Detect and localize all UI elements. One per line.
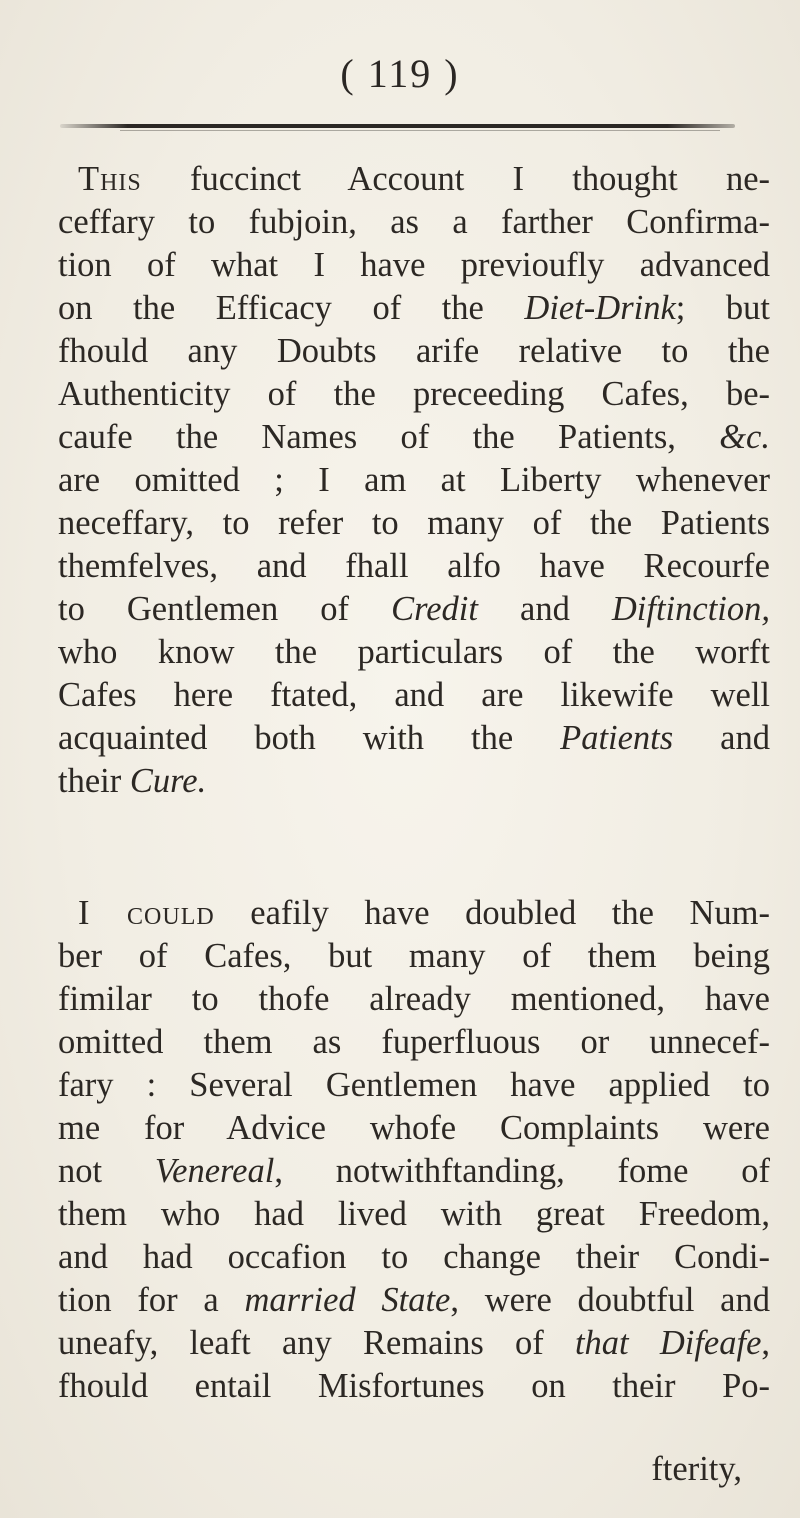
- text-run: on the Efficacy of the: [58, 289, 525, 327]
- text-run: not: [58, 1152, 155, 1190]
- text-run: , notwithftanding, fome of: [274, 1152, 770, 1190]
- text-run: to Gentlemen of: [58, 590, 392, 628]
- text-line: [58, 158, 770, 201]
- text-run: , were doubtful and: [450, 1281, 770, 1319]
- text-run: and: [477, 590, 612, 628]
- text-line: [58, 588, 770, 631]
- italic-text: Cure.: [129, 762, 207, 800]
- text-run: I could: [78, 894, 215, 932]
- page-number: ( 119 ): [340, 51, 460, 96]
- text-line: [58, 717, 770, 760]
- text-run: them who had lived with great Freedom,: [58, 1195, 770, 1233]
- paragraph-2: [58, 892, 770, 1408]
- text-line: [58, 373, 770, 416]
- italic-text: Diet-Drink: [524, 289, 676, 327]
- text-line: [58, 244, 770, 287]
- text-line: [58, 1322, 770, 1365]
- text-run: ber of Cafes, but many of them being: [58, 937, 770, 975]
- text-line: [58, 760, 770, 803]
- text-line: [58, 935, 770, 978]
- text-run: are omitted ; I am at Liberty whenever: [58, 461, 770, 499]
- italic-text: &c.: [719, 418, 770, 456]
- text-run: tion for a: [58, 1281, 245, 1319]
- text-line: [58, 201, 770, 244]
- text-run: and had occafion to change their Condi-: [58, 1238, 770, 1276]
- text-run: themfelves, and fhall alfo have Recourfe: [58, 547, 770, 585]
- text-line: [58, 459, 770, 502]
- text-line: [58, 502, 770, 545]
- text-run: omitted them as fuperfluous or unnecef-: [58, 1023, 770, 1061]
- text-run: and: [673, 719, 770, 757]
- text-run: uneafy, leaft any Remains of: [58, 1324, 575, 1362]
- text-run: This: [78, 160, 142, 198]
- text-run: Cafes here ftated, and are likewife well: [58, 676, 770, 714]
- text-run: acquainted both with the: [58, 719, 561, 757]
- text-line: [58, 978, 770, 1021]
- text-line: [58, 631, 770, 674]
- text-line: [58, 1021, 770, 1064]
- text-run: fary : Several Gentlemen have applied to: [58, 1066, 770, 1104]
- text-line: [58, 1365, 770, 1408]
- text-run: Authenticity of the preceeding Cafes, be-: [58, 375, 770, 413]
- text-run: ,: [761, 1324, 771, 1362]
- italic-text: married State: [244, 1281, 451, 1319]
- text-line: [58, 545, 770, 588]
- text-line: [58, 287, 770, 330]
- text-run: caufe the Names of the Patients,: [58, 418, 720, 456]
- text-run: ; but: [675, 289, 770, 327]
- text-run: [629, 1324, 660, 1362]
- italic-text: Credit: [391, 590, 478, 628]
- text-line: [58, 892, 770, 935]
- paragraph-1: [58, 158, 770, 803]
- text-line: [58, 1279, 770, 1322]
- catchword: fterity,: [651, 1450, 742, 1488]
- text-run: ceffary to fubjoin, as a farther Confirma-: [58, 203, 770, 241]
- text-line: [58, 1064, 770, 1107]
- italic-text: Venereal: [154, 1152, 275, 1190]
- italic-text: Difeafe: [659, 1324, 762, 1362]
- text-run: neceffary, to refer to many of the Patients: [58, 504, 770, 542]
- text-run: their: [58, 762, 130, 800]
- text-line: [58, 1236, 770, 1279]
- text-run: fuccinct Account I thought ne-: [141, 160, 770, 198]
- italic-text: Patients: [560, 719, 674, 757]
- text-line: [58, 1107, 770, 1150]
- text-run: tion of what I have previoufly advanced: [58, 246, 770, 284]
- header-rule-thin: [120, 130, 720, 131]
- italic-text: that: [574, 1324, 629, 1362]
- text-run: me for Advice whofe Complaints were: [58, 1109, 770, 1147]
- text-line: [58, 330, 770, 373]
- text-line: [58, 1150, 770, 1193]
- italic-text: Diftinction,: [611, 590, 770, 628]
- text-run: fimilar to thofe already mentioned, have: [58, 980, 770, 1018]
- text-run: fhould entail Misfortunes on their Po-: [58, 1367, 770, 1405]
- text-line: [58, 416, 770, 459]
- text-line: [58, 674, 770, 717]
- text-run: eafily have doubled the Num-: [214, 894, 770, 932]
- header-rule: [60, 124, 735, 128]
- text-run: who know the particulars of the worft: [58, 633, 770, 671]
- text-run: fhould any Doubts arife relative to the: [58, 332, 770, 370]
- text-line: [58, 1193, 770, 1236]
